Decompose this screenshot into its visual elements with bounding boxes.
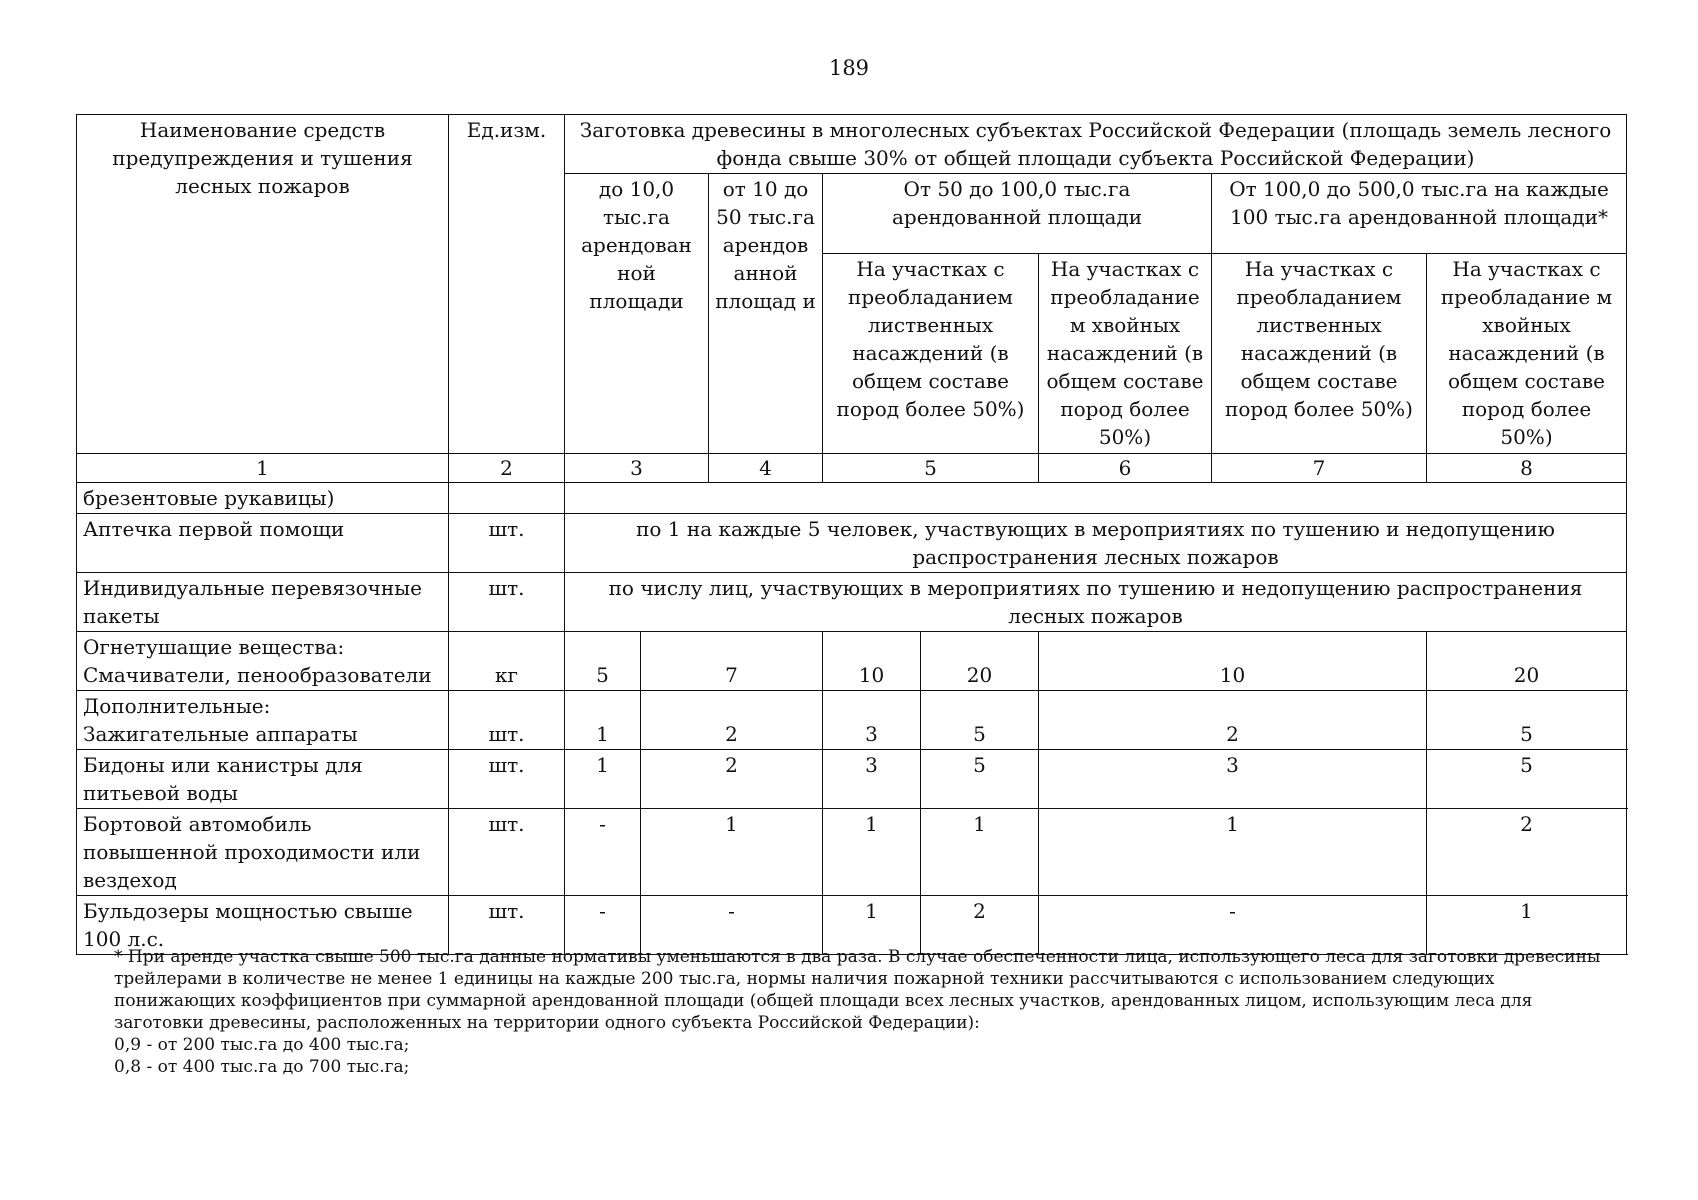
row-extinguishing-name-line1: Огнетушащие вещества:: [83, 635, 345, 659]
col-number: 1: [77, 454, 449, 483]
table-cell: 10: [823, 632, 921, 691]
table-cell: 2: [1427, 809, 1627, 896]
row-cans-unit: шт.: [449, 750, 565, 809]
table-cell: 2: [921, 896, 1039, 955]
col-number: 6: [1039, 454, 1212, 483]
table-cell: 2: [1039, 691, 1427, 750]
row-dressing-name: Индивидуальные перевязочные пакеты: [77, 573, 449, 632]
col-number: 4: [709, 454, 823, 483]
table-cell: -: [565, 809, 641, 896]
header-unit: Ед.изм.: [449, 115, 565, 454]
table-cell: 1: [921, 809, 1039, 896]
row-mittens-value: [565, 483, 1627, 514]
table-cell: 7: [641, 632, 823, 691]
table-cell: -: [1039, 896, 1427, 955]
header-col8: На участках с преобладание м хвойных насаждений (в общем составе пород более 50%): [1427, 254, 1627, 454]
row-dressing-value: по числу лиц, участвующих в мероприятиях по тушению и недопущению распространения лесных пожаров: [565, 573, 1627, 632]
row-extinguishing-name-line2: Смачиватели, пенообразователи: [83, 663, 432, 687]
header-col4: от 10 до 50 тыс.га арендов анной площад и: [709, 174, 823, 454]
row-mittens-name: брезентовые рукавицы): [77, 483, 449, 514]
header-col3: до 10,0 тыс.га арендован ной площади: [565, 174, 709, 454]
table-cell: -: [641, 896, 823, 955]
header-col5: На участках с преобладанием лиственных насаждений (в общем составе пород более 50%): [823, 254, 1039, 454]
table-cell: 1: [565, 691, 641, 750]
table-cell: 3: [823, 750, 921, 809]
table-cell: 2: [641, 750, 823, 809]
row-igniters-name: [77, 691, 449, 750]
header-group-100-500: От 100,0 до 500,0 тыс.га на каждые 100 тыс.га арендованной площади*: [1212, 174, 1627, 254]
table-cell: 5: [565, 632, 641, 691]
row-first-aid-unit: шт.: [449, 514, 565, 573]
table-cell: 5: [1427, 691, 1627, 750]
footnote-main: * При аренде участка свыше 500 тыс.га данные нормативы уменьшаются в два раза. В случае обеспеченности лица, использующего леса для заготовки древесины трейлерами в количестве не менее 1 единицы на каждые 200 тыс.га, нормы наличия пожарной техники рассчитываются с использованием следующих понижающих коэффициентов при суммарной арендованной площади (общей площади всех лесных участков, арендованных лицом, использующим леса для заготовки древесины, расположенных на территории одного субъекта Российской Федерации):: [114, 947, 1601, 1033]
header-name: Наименование средств предупреждения и тушения лесных пожаров: [77, 115, 449, 454]
table-cell: 20: [1427, 632, 1627, 691]
table-cell: 5: [921, 750, 1039, 809]
row-igniters-name-line1: Дополнительные:: [83, 694, 271, 718]
col-number: 8: [1427, 454, 1627, 483]
row-first-aid-name: Аптечка первой помощи: [77, 514, 449, 573]
table-cell: 5: [1427, 750, 1627, 809]
fire-equipment-norms-table: [76, 114, 1627, 955]
header-col7: На участках с преобладанием лиственных насаждений (в общем составе пород более 50%): [1212, 254, 1427, 454]
row-first-aid-value: по 1 на каждые 5 человек, участвующих в мероприятиях по тушению и недопущению распространения лесных пожаров: [565, 514, 1627, 573]
table-cell: 5: [921, 691, 1039, 750]
row-bulldozers-unit: шт.: [449, 896, 565, 955]
row-truck-unit: шт.: [449, 809, 565, 896]
table-cell: 1: [823, 809, 921, 896]
table-cell: 1: [1427, 896, 1627, 955]
table-cell: 3: [823, 691, 921, 750]
table-cell: 1: [1039, 809, 1427, 896]
col-number: 7: [1212, 454, 1427, 483]
page-number: 189: [828, 56, 870, 80]
footnote-line1: 0,9 - от 200 тыс.га до 400 тыс.га;: [114, 1035, 410, 1055]
col-number: 3: [565, 454, 709, 483]
table-cell: 10: [1039, 632, 1427, 691]
table-cell: 1: [641, 809, 823, 896]
table-cell: 3: [1039, 750, 1427, 809]
row-igniters-name-line2: Зажигательные аппараты: [83, 722, 358, 746]
row-igniters-unit: шт.: [449, 691, 565, 750]
col-number: 5: [823, 454, 1039, 483]
row-extinguishing-name: [77, 632, 449, 691]
footnote-line2: 0,8 - от 400 тыс.га до 700 тыс.га;: [114, 1057, 410, 1077]
col-number: 2: [449, 454, 565, 483]
header-col6: На участках с преобладанием хвойных насаждений (в общем составе пород более 50%): [1039, 254, 1212, 454]
row-truck-name: Бортовой автомобиль повышенной проходимости или вездеход: [77, 809, 449, 896]
header-group: Заготовка древесины в многолесных субъектах Российской Федерации (площадь земель лесного фонда свыше 30% от общей площади субъекта Российской Федерации): [565, 115, 1627, 174]
footnote: [114, 946, 1604, 1078]
table-cell: 20: [921, 632, 1039, 691]
table-cell: 1: [565, 750, 641, 809]
row-dressing-unit: шт.: [449, 573, 565, 632]
row-bulldozers-name: Бульдозеры мощностью свыше 100 л.с.: [77, 896, 449, 955]
row-cans-name: Бидоны или канистры для питьевой воды: [77, 750, 449, 809]
row-extinguishing-unit: кг: [449, 632, 565, 691]
table-cell: 2: [641, 691, 823, 750]
table-cell: -: [565, 896, 641, 955]
header-group-50-100: От 50 до 100,0 тыс.га арендованной площади: [823, 174, 1212, 254]
row-mittens-unit: [449, 483, 565, 514]
table-cell: 1: [823, 896, 921, 955]
